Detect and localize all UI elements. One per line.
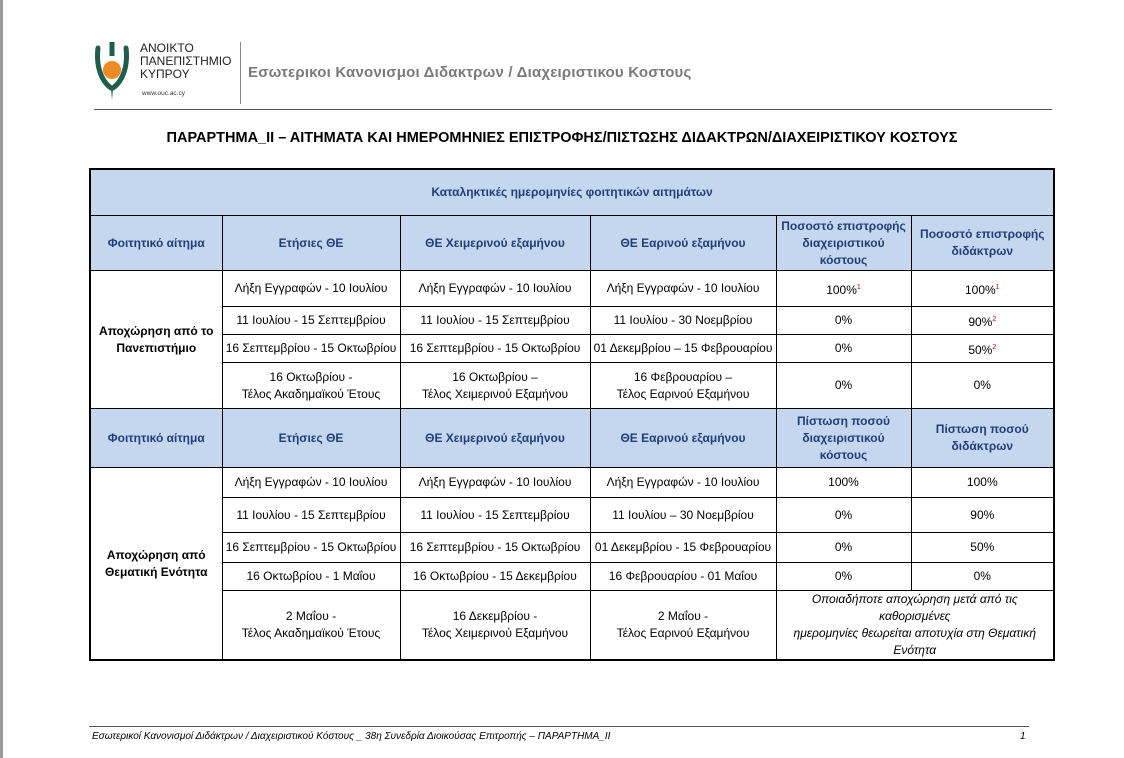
footer-text: Εσωτερικοί Κανονισμοί Διδάκτρων / Διαχειριστικού Κόστους _ 38η Συνεδρία Διοικούσας Επιτροπής – ΠΑΡΑΡΤΗΜΑ_ΙΙ — [92, 731, 611, 742]
table-cell: 11 Ιουλίου - 15 Σεπτεμβρίου — [400, 498, 590, 533]
logo-url: www.ouc.ac.cy — [142, 90, 185, 97]
header-title: Εσωτερικοι Κανονισμοι Διδακτρων / Διαχειριστικου Κοστους — [248, 64, 692, 81]
logo-line-3: ΚΥΠΡΟΥ — [140, 67, 190, 81]
cell-line: Τέλος Χειμερινού Εξαμήνου — [421, 626, 569, 640]
table-row — [90, 498, 1054, 533]
footnote-mark: 2 — [992, 315, 997, 323]
header-divider — [240, 42, 241, 104]
header-cell: Πίστωση ποσού διδάκτρων — [911, 409, 1054, 468]
cell-value: 100% — [964, 282, 996, 297]
table-cell: Λήξη Εγγραφών - 10 Ιουλίου — [222, 271, 400, 307]
header-cell: Ποσοστό επιστροφής διαχειριστικού κόστους — [776, 216, 911, 271]
table-cell: 01 Δεκεμβρίου - 15 Φεβρουαρίου — [590, 533, 776, 563]
table-banner: Καταληκτικές ημερομηνίες φοιτητικών αιτημάτων — [90, 169, 1054, 216]
table-cell — [911, 307, 1054, 335]
table-cell — [911, 335, 1054, 363]
cell-line: Τέλος Εαρινού Εξαμήνου — [616, 386, 750, 401]
cell-line: 16 Οκτωβρίου – — [452, 369, 538, 384]
table-cell: 11 Ιουλίου - 15 Σεπτεμβρίου — [222, 498, 400, 533]
table-cell: 0% — [776, 498, 911, 533]
note-line: Οποιαδήποτε αποχώρηση μετά από τις καθορισμένες — [811, 592, 1018, 623]
note-line: ημερομηνίες θεωρείται αποτυχία στη Θεματική Ενότητα — [793, 626, 1036, 657]
cell-line: Τέλος Εαρινού Εξαμήνου — [616, 626, 750, 640]
table-cell: 0% — [776, 563, 911, 591]
table-cell — [776, 271, 911, 307]
table-cell: 100% — [776, 468, 911, 498]
table-cell: 0% — [776, 533, 911, 563]
withdrawal-note — [776, 591, 1054, 661]
header-cell: Ετήσιες ΘΕ — [222, 409, 400, 468]
row-label: Αποχώρηση από Θεματική Ενότητα — [90, 468, 222, 661]
table-cell: Λήξη Εγγραφών - 10 Ιουλίου — [400, 468, 590, 498]
table-cell — [911, 271, 1054, 307]
table-cell: 0% — [776, 335, 911, 363]
table-cell: 01 Δεκεμβρίου – 15 Φεβρουαρίου — [590, 335, 776, 363]
row-label: Αποχώρηση από το Πανεπιστήμιο — [90, 271, 222, 409]
table-cell — [222, 591, 400, 661]
cell-value: 90% — [968, 314, 993, 329]
table-row — [90, 591, 1054, 661]
table-cell: 16 Φεβρουαρίου - 01 Μαΐου — [590, 563, 776, 591]
table-row — [90, 533, 1054, 563]
header-cell: Πίστωση ποσού διαχειριστικού κόστους — [776, 409, 911, 468]
header-cell: Φοιτητικό αίτημα — [90, 409, 222, 468]
header-cell: Ποσοστό επιστροφής διδάκτρων — [911, 216, 1054, 271]
university-logo — [94, 40, 234, 104]
table-cell: 0% — [776, 307, 911, 335]
table-cell: 0% — [776, 363, 911, 409]
table-cell: 16 Σεπτεμβρίου - 15 Οκτωβρίου — [222, 335, 400, 363]
header-cell: ΘΕ Εαρινού εξαμήνου — [590, 216, 776, 271]
cell-value: 100% — [826, 282, 857, 297]
section2-header-row — [90, 409, 1054, 468]
table-cell — [400, 591, 590, 661]
header-rule — [94, 109, 1052, 110]
table-cell — [400, 363, 590, 409]
header-cell: ΘΕ Χειμερινού εξαμήνου — [400, 409, 590, 468]
footnote-mark: 1 — [856, 283, 861, 291]
table-cell: 16 Οκτωβρίου - 15 Δεκεμβρίου — [400, 563, 590, 591]
table-row — [90, 335, 1054, 363]
table-cell — [222, 363, 400, 409]
table-cell: 11 Ιουλίου - 15 Σεπτεμβρίου — [222, 307, 400, 335]
table-cell: 16 Σεπτεμβρίου - 15 Οκτωβρίου — [222, 533, 400, 563]
page-left-edge — [0, 0, 3, 758]
footnote-mark: 2 — [992, 343, 997, 351]
cell-line: 16 Δεκεμβρίου - — [452, 609, 538, 623]
header-cell: Φοιτητικό αίτημα — [90, 216, 222, 271]
logo-line-2: ΠΑΝΕΠΙΣΤΗΜΙΟ — [140, 54, 232, 68]
table-cell: 90% — [911, 498, 1054, 533]
header-cell: Ετήσιες ΘΕ — [222, 216, 400, 271]
table-cell — [590, 591, 776, 661]
cell-line: 16 Φεβρουαρίου – — [633, 369, 733, 384]
ouc-logo-icon — [94, 40, 130, 102]
footnote-mark: 1 — [995, 283, 1000, 291]
table-cell — [590, 363, 776, 409]
logo-wordmark — [140, 42, 231, 81]
table-cell: 0% — [911, 563, 1054, 591]
table-cell: Λήξη Εγγραφών - 10 Ιουλίου — [590, 468, 776, 498]
header-cell: ΘΕ Εαρινού εξαμήνου — [590, 409, 776, 468]
deadlines-table — [89, 168, 1055, 661]
document-title: ΠΑΡΑΡΤΗΜΑ_ΙΙ – ΑΙΤΗΜΑΤΑ ΚΑΙ ΗΜΕΡΟΜΗΝΙΕΣ ΕΠΙΣΤΡΟΦΗΣ/ΠΙΣΤΩΣΗΣ ΔΙΔΑΚΤΡΩΝ/ΔΙΑΧΕΙΡΙΣΤΙΚΟΥ ΚΟΣΤΟΥΣ — [166, 130, 958, 146]
table-cell: 16 Σεπτεμβρίου - 15 Οκτωβρίου — [400, 335, 590, 363]
table-cell: 16 Οκτωβρίου - 1 Μαΐου — [222, 563, 400, 591]
table-cell: 0% — [911, 363, 1054, 409]
table-cell: 100% — [911, 468, 1054, 498]
table-row — [90, 363, 1054, 409]
table-cell: 11 Ιουλίου – 30 Νοεμβρίου — [590, 498, 776, 533]
section1-header-row — [90, 216, 1054, 271]
table-row — [90, 563, 1054, 591]
table-cell: 11 Ιουλίου - 30 Νοεμβρίου — [590, 307, 776, 335]
cell-line: Τέλος Ακαδημαϊκού Έτους — [241, 626, 381, 640]
table-row — [90, 307, 1054, 335]
logo-line-1: ΑΝΟΙΚΤΟ — [140, 41, 194, 55]
cell-value: 50% — [968, 342, 993, 357]
table-row — [90, 271, 1054, 307]
cell-line: 2 Μαΐου - — [285, 609, 337, 623]
table-cell: 50% — [911, 533, 1054, 563]
table-cell: Λήξη Εγγραφών - 10 Ιουλίου — [590, 271, 776, 307]
table-cell: Λήξη Εγγραφών - 10 Ιουλίου — [400, 271, 590, 307]
page-number: 1 — [1020, 731, 1026, 742]
cell-line: 16 Οκτωβρίου - — [269, 369, 353, 384]
table-cell: Λήξη Εγγραφών - 10 Ιουλίου — [222, 468, 400, 498]
cell-line: 2 Μαΐου - — [657, 609, 709, 623]
footer-rule — [89, 726, 1029, 727]
table-row — [90, 468, 1054, 498]
table-cell: 16 Σεπτεμβρίου - 15 Οκτωβρίου — [400, 533, 590, 563]
cell-line: Τέλος Χειμερινού Εξαμήνου — [421, 386, 569, 401]
cell-line: Τέλος Ακαδημαϊκού Έτους — [241, 386, 381, 401]
table-cell: 11 Ιουλίου - 15 Σεπτεμβρίου — [400, 307, 590, 335]
header-cell: ΘΕ Χειμερινού εξαμήνου — [400, 216, 590, 271]
